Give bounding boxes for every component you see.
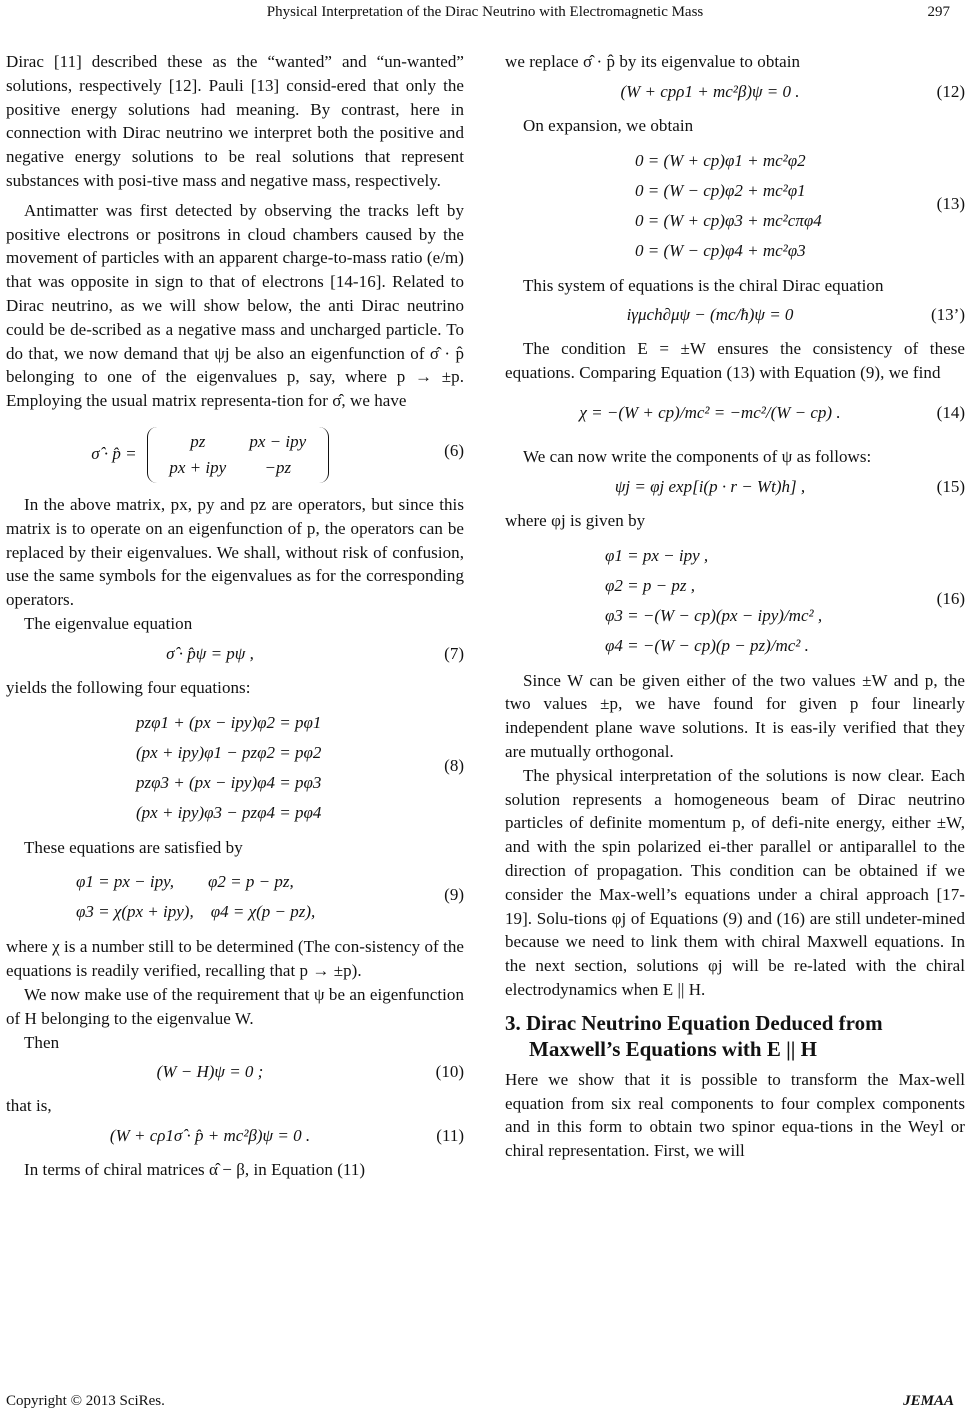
running-title: Physical Interpretation of the Dirac Neutrino with Electromagnetic Mass xyxy=(266,4,704,20)
equation-line: pzφ1 + (px − ipy)φ2 = pφ1 xyxy=(136,712,322,732)
paragraph: In terms of chiral matrices α̂ − β, in Equation (11) xyxy=(24,1160,366,1180)
equation-12 xyxy=(505,82,965,106)
equation-8 xyxy=(6,708,464,828)
equation-body: σ̂ · p̂ψ = pψ , xyxy=(166,643,254,663)
page-header xyxy=(0,2,970,24)
equation-body: iγμch∂μψ − (mc/ħ)ψ = 0 xyxy=(626,305,794,325)
matrix-cell: −pz xyxy=(264,457,292,477)
paragraph: Here we show that it is possible to transform the Max-well equation from six real components to four complex components and in this form to obtain two spinor equa-tions in the Weyl or chiral representation. First, we will xyxy=(505,1069,965,1161)
equation-number: (6) xyxy=(444,440,464,460)
equation-body: (W + cρ1σ̂ · p̂ + mc²β)ψ = 0 . xyxy=(109,1126,311,1146)
copyright: Copyright © 2013 SciRes. xyxy=(6,1393,165,1409)
matrix-cell: pz xyxy=(190,431,206,451)
equation-line: φ4 = −(W − cp)(p − pz)/mc² . xyxy=(605,635,809,655)
paragraph: This system of equations is the chiral Dirac equation xyxy=(523,275,884,295)
paragraph: Dirac [11] described these as the “wanted” and “un-wanted” solutions, respectively [12]. Pauli [13] consid-ered that only the positive energy solutions had meaning. By contrast, here in connection with Dirac neutrino we interpret both the positive and negative energy solutions to be real solutions that represent substances with posi-tive mass and negative mass, respectively. xyxy=(6,52,464,190)
equation-line: (px + ipy)φ3 − pzφ4 = pφ4 xyxy=(136,802,322,822)
section-heading-line: Maxwell’s Equations with E || H xyxy=(529,1036,817,1061)
equation-body: ψj = φj exp[i(p · r − Wt)h] , xyxy=(614,476,806,496)
equation-line: 0 = (W + cp)φ1 + mc²φ2 xyxy=(635,150,806,170)
equation-line: φ3 = −(W − cp)(px − ipy)/mc² , xyxy=(605,605,823,625)
equation-14 xyxy=(505,393,965,437)
equation-10 xyxy=(6,1062,464,1086)
equation-body: (W + cpρ1 + mc²β)ψ = 0 . xyxy=(620,81,800,101)
paragraph: Then xyxy=(24,1032,60,1052)
equation-body: (W − H)ψ = 0 ; xyxy=(156,1062,264,1082)
paragraph: These equations are satisfied by xyxy=(24,837,243,857)
paragraph: The physical interpretation of the solutions is now clear. Each solution represents a homogeneous beam of Dirac neutrino particles of definite momentum p, of defi-nite energy, either ±W, and with the spin polarized ei-ther parallel or antiparallel to the direction of propagation. This condition can be obtained if we consider the Max-well’s equations under a chiral approach [17-19]. Solu-tions φj of Equations (9) and (16) are still undeter-mined because we need to link them with chiral Maxwell equations. In the next section, solutions φj will be re-lated with the chiral electrodynamics when E || H. xyxy=(505,765,965,999)
equation-number: (8) xyxy=(444,755,464,775)
matrix-cell: px − ipy xyxy=(249,431,307,451)
equation-line: φ3 = χ(px + ipy), φ4 = χ(p − pz), xyxy=(76,902,316,922)
section-heading xyxy=(505,1010,965,1062)
equation-number: (13’) xyxy=(931,305,965,325)
paragraph: The eigenvalue equation xyxy=(24,613,193,633)
equation-line: φ2 = p − pz , xyxy=(605,575,695,595)
equation-number: (11) xyxy=(436,1126,464,1146)
equation-number: (14) xyxy=(936,402,965,422)
equation-number: (13) xyxy=(936,193,965,213)
equation-11 xyxy=(6,1126,464,1150)
equation-number: (12) xyxy=(936,81,965,101)
equation-line: (px + ipy)φ1 − pzφ2 = pφ2 xyxy=(136,742,322,762)
paragraph: The condition E = ±W ensures the consistency of these equations. Comparing Equation (13) with Equation (9), we find xyxy=(505,339,965,383)
equation-body: χ = −(W + cp)/mc² = −mc²/(W − cp) . xyxy=(579,402,841,422)
page-number: 297 xyxy=(927,4,950,20)
right-column xyxy=(505,50,965,1163)
paragraph: where φj is given by xyxy=(505,510,646,530)
equation-number: (10) xyxy=(435,1062,464,1082)
paragraph: In the above matrix, px, py and pz are operators, but since this matrix is to operate on an eigenfunction of p, the operators can be replaced by their eigenvalues. We shall, without risk of confusion, use the same symbols for the eigenvalues as for the corresponding operators. xyxy=(6,494,464,610)
equation-13-prime xyxy=(505,305,965,329)
equation-line: 0 = (W − cp)φ2 + mc²φ1 xyxy=(635,180,806,200)
paragraph: On expansion, we obtain xyxy=(523,115,694,135)
equation-7 xyxy=(6,644,464,668)
equation-number: (16) xyxy=(936,588,965,608)
paragraph: Since W can be given either of the two values ±W and p, the two values ±p, we have found for given p four linearly independent plane wave solutions. It is eas-ily verified that they are mutually orthogonal. xyxy=(505,670,965,761)
equation-line: pzφ3 + (px − ipy)φ4 = pφ3 xyxy=(136,772,322,792)
paragraph: where χ is a number still to be determined (The con-sistency of the equations is readily verified, recalling that p → ±p). xyxy=(6,937,464,981)
equation-9 xyxy=(6,867,464,927)
paragraph: we replace σ̂ · p̂ by its eigenvalue to obtain xyxy=(505,52,801,71)
equation-6 xyxy=(6,421,464,485)
equation-line: 0 = (W + cp)φ3 + mc²cπφ4 xyxy=(635,210,822,230)
equation-line: φ1 = px − ipy, φ2 = p − pz, xyxy=(76,872,294,892)
paragraph: that is, xyxy=(6,1096,52,1116)
section-heading-line: 3. Dirac Neutrino Equation Deduced from xyxy=(505,1010,883,1035)
equation-13 xyxy=(505,146,965,266)
equation-line: φ1 = px − ipy , xyxy=(605,545,709,565)
equation-15 xyxy=(505,477,965,501)
paragraph: yields the following four equations: xyxy=(6,677,251,697)
journal-name: JEMAA xyxy=(903,1393,954,1409)
equation-number: (7) xyxy=(444,643,464,663)
left-column xyxy=(6,50,464,1182)
equation-number: (15) xyxy=(936,476,965,496)
equation-16 xyxy=(505,541,965,661)
paragraph: Antimatter was first detected by observing the tracks left by positive electrons or positrons in cloud chambers caused by the movement of particles with an apparent charge-to-mass ratio (e/m) that was opposite in sign to that of electrons [14-16]. Related to Dirac neutrino, as we will show below, the anti Dirac neutrino could be de-scribed as a negative mass and uncharged particle. To do that, we now demand that ψj be also an eigenfunction of σ̂ · p̂ belonging to one of the eigenvalues p, say, where p → ±p. Employing the usual matrix representa-tion for σ̂, we have xyxy=(6,200,464,411)
equation-line: 0 = (W − cp)φ4 + mc²φ3 xyxy=(635,240,806,260)
equation-lhs: σ̂ · p̂ = xyxy=(91,443,137,463)
paragraph: We now make use of the requirement that ψ be an eigenfunction of H belonging to the eigenvalue W. xyxy=(6,984,464,1028)
matrix xyxy=(147,427,329,483)
paragraph: We can now write the components of ψ as follows: xyxy=(523,446,872,466)
matrix-cell: px + ipy xyxy=(169,457,227,477)
equation-number: (9) xyxy=(444,885,464,905)
